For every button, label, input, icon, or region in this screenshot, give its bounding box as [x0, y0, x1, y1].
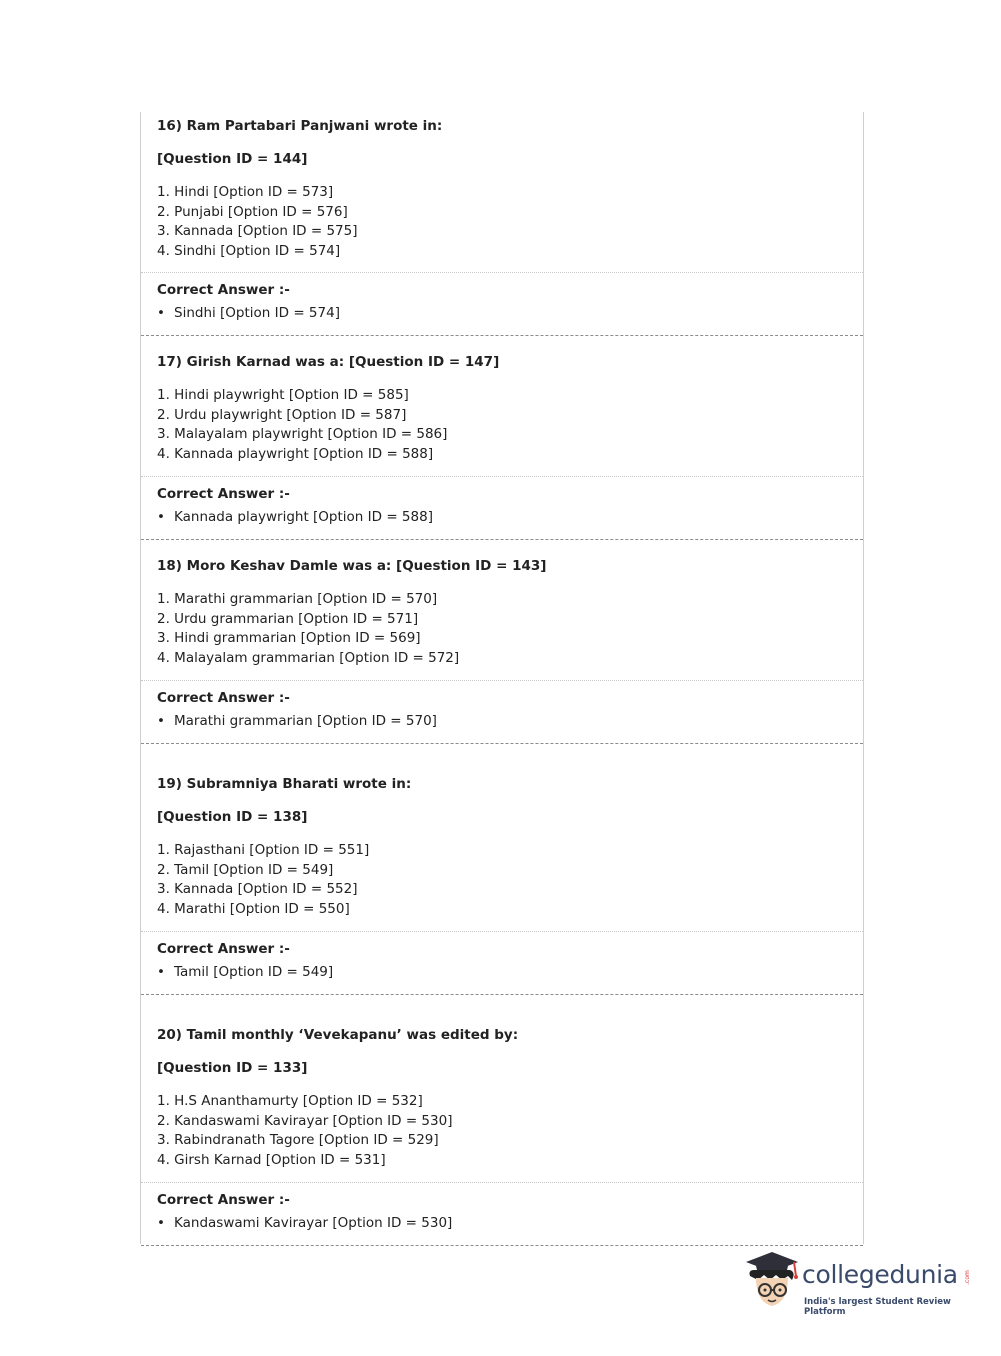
option-item: 1. Rajasthani [Option ID = 551] — [157, 842, 370, 858]
option-item: 2. Punjabi [Option ID = 576] — [157, 203, 348, 220]
question-title: 18) Moro Keshav Damle was a: [Question ID = 143] — [157, 558, 547, 574]
option-item: 2. Kandaswami Kavirayar [Option ID = 530] — [157, 1112, 453, 1129]
options-list — [157, 1092, 863, 1170]
option-item: 4. Marathi [Option ID = 550] — [157, 900, 350, 917]
question-title: 19) Subramniya Bharati wrote in: — [157, 776, 412, 792]
option-item: 3. Kannada [Option ID = 552] — [157, 881, 358, 897]
option-item: 1. Hindi playwright [Option ID = 585] — [157, 387, 409, 403]
answer-text: Sindhi [Option ID = 574] — [174, 305, 340, 321]
brand-suffix: .com — [963, 1270, 971, 1285]
option-item: 4. Kannada playwright [Option ID = 588] — [157, 445, 434, 462]
answer-text: Marathi grammarian [Option ID = 570] — [174, 713, 437, 729]
options-list — [157, 183, 863, 261]
bullet-icon: • — [157, 713, 165, 729]
answer-text: Kandaswami Kavirayar [Option ID = 530] — [174, 1215, 453, 1231]
correct-answer-19 — [141, 931, 863, 989]
answer-text: Tamil [Option ID = 549] — [174, 964, 334, 980]
answer-item — [157, 303, 863, 323]
answer-label: Correct Answer :- — [157, 690, 290, 706]
options-list — [157, 841, 863, 919]
question-title: 16) Ram Partabari Panjwani wrote in: — [157, 118, 443, 134]
question-17 — [141, 336, 863, 464]
correct-answer-16 — [141, 272, 863, 330]
option-item: 2. Tamil [Option ID = 549] — [157, 861, 334, 878]
option-item: 2. Urdu grammarian [Option ID = 571] — [157, 610, 419, 627]
question-16 — [141, 112, 863, 261]
option-item: 3. Hindi grammarian [Option ID = 569] — [157, 630, 421, 646]
option-item: 4. Malayalam grammarian [Option ID = 572] — [157, 649, 460, 666]
bullet-icon: • — [157, 509, 165, 525]
question-id: [Question ID = 144] — [157, 151, 308, 167]
graduate-mascot-icon — [742, 1250, 804, 1314]
brand-name: collegedunia — [802, 1260, 958, 1289]
brand-tagline: India's largest Student Review Platform — [804, 1297, 951, 1317]
question-id: [Question ID = 138] — [157, 809, 308, 825]
correct-answer-17 — [141, 476, 863, 534]
question-separator — [141, 1245, 863, 1246]
answer-item — [157, 1213, 863, 1233]
question-id: [Question ID = 133] — [157, 1060, 308, 1076]
option-item: 3. Malayalam playwright [Option ID = 586] — [157, 426, 448, 442]
option-item: 1. Marathi grammarian [Option ID = 570] — [157, 591, 438, 607]
answer-label: Correct Answer :- — [157, 1192, 290, 1208]
question-18 — [141, 540, 863, 668]
bullet-icon: • — [157, 964, 165, 980]
correct-answer-20 — [141, 1182, 863, 1240]
question-19 — [141, 744, 863, 919]
question-title: 17) Girish Karnad was a: [Question ID = 147] — [157, 354, 500, 370]
option-item: 4. Girsh Karnad [Option ID = 531] — [157, 1151, 386, 1168]
option-item: 4. Sindhi [Option ID = 574] — [157, 242, 341, 259]
option-item: 3. Rabindranath Tagore [Option ID = 529] — [157, 1132, 439, 1148]
correct-answer-18 — [141, 680, 863, 738]
question-20 — [141, 995, 863, 1170]
option-item: 1. Hindi [Option ID = 573] — [157, 184, 334, 200]
collegedunia-logo — [742, 1250, 972, 1317]
question-title: 20) Tamil monthly ‘Vevekapanu’ was edited by: — [157, 1027, 519, 1043]
options-list — [157, 590, 863, 668]
option-item: 3. Kannada [Option ID = 575] — [157, 223, 358, 239]
bullet-icon: • — [157, 305, 165, 321]
options-list — [157, 386, 863, 464]
answer-item — [157, 711, 863, 731]
question-paper — [140, 112, 864, 1244]
answer-item — [157, 962, 863, 982]
answer-text: Kannada playwright [Option ID = 588] — [174, 509, 433, 525]
answer-label: Correct Answer :- — [157, 486, 290, 502]
answer-item — [157, 507, 863, 527]
answer-label: Correct Answer :- — [157, 282, 290, 298]
bullet-icon: • — [157, 1215, 165, 1231]
answer-label: Correct Answer :- — [157, 941, 290, 957]
option-item: 2. Urdu playwright [Option ID = 587] — [157, 406, 407, 423]
option-item: 1. H.S Ananthamurty [Option ID = 532] — [157, 1093, 423, 1109]
